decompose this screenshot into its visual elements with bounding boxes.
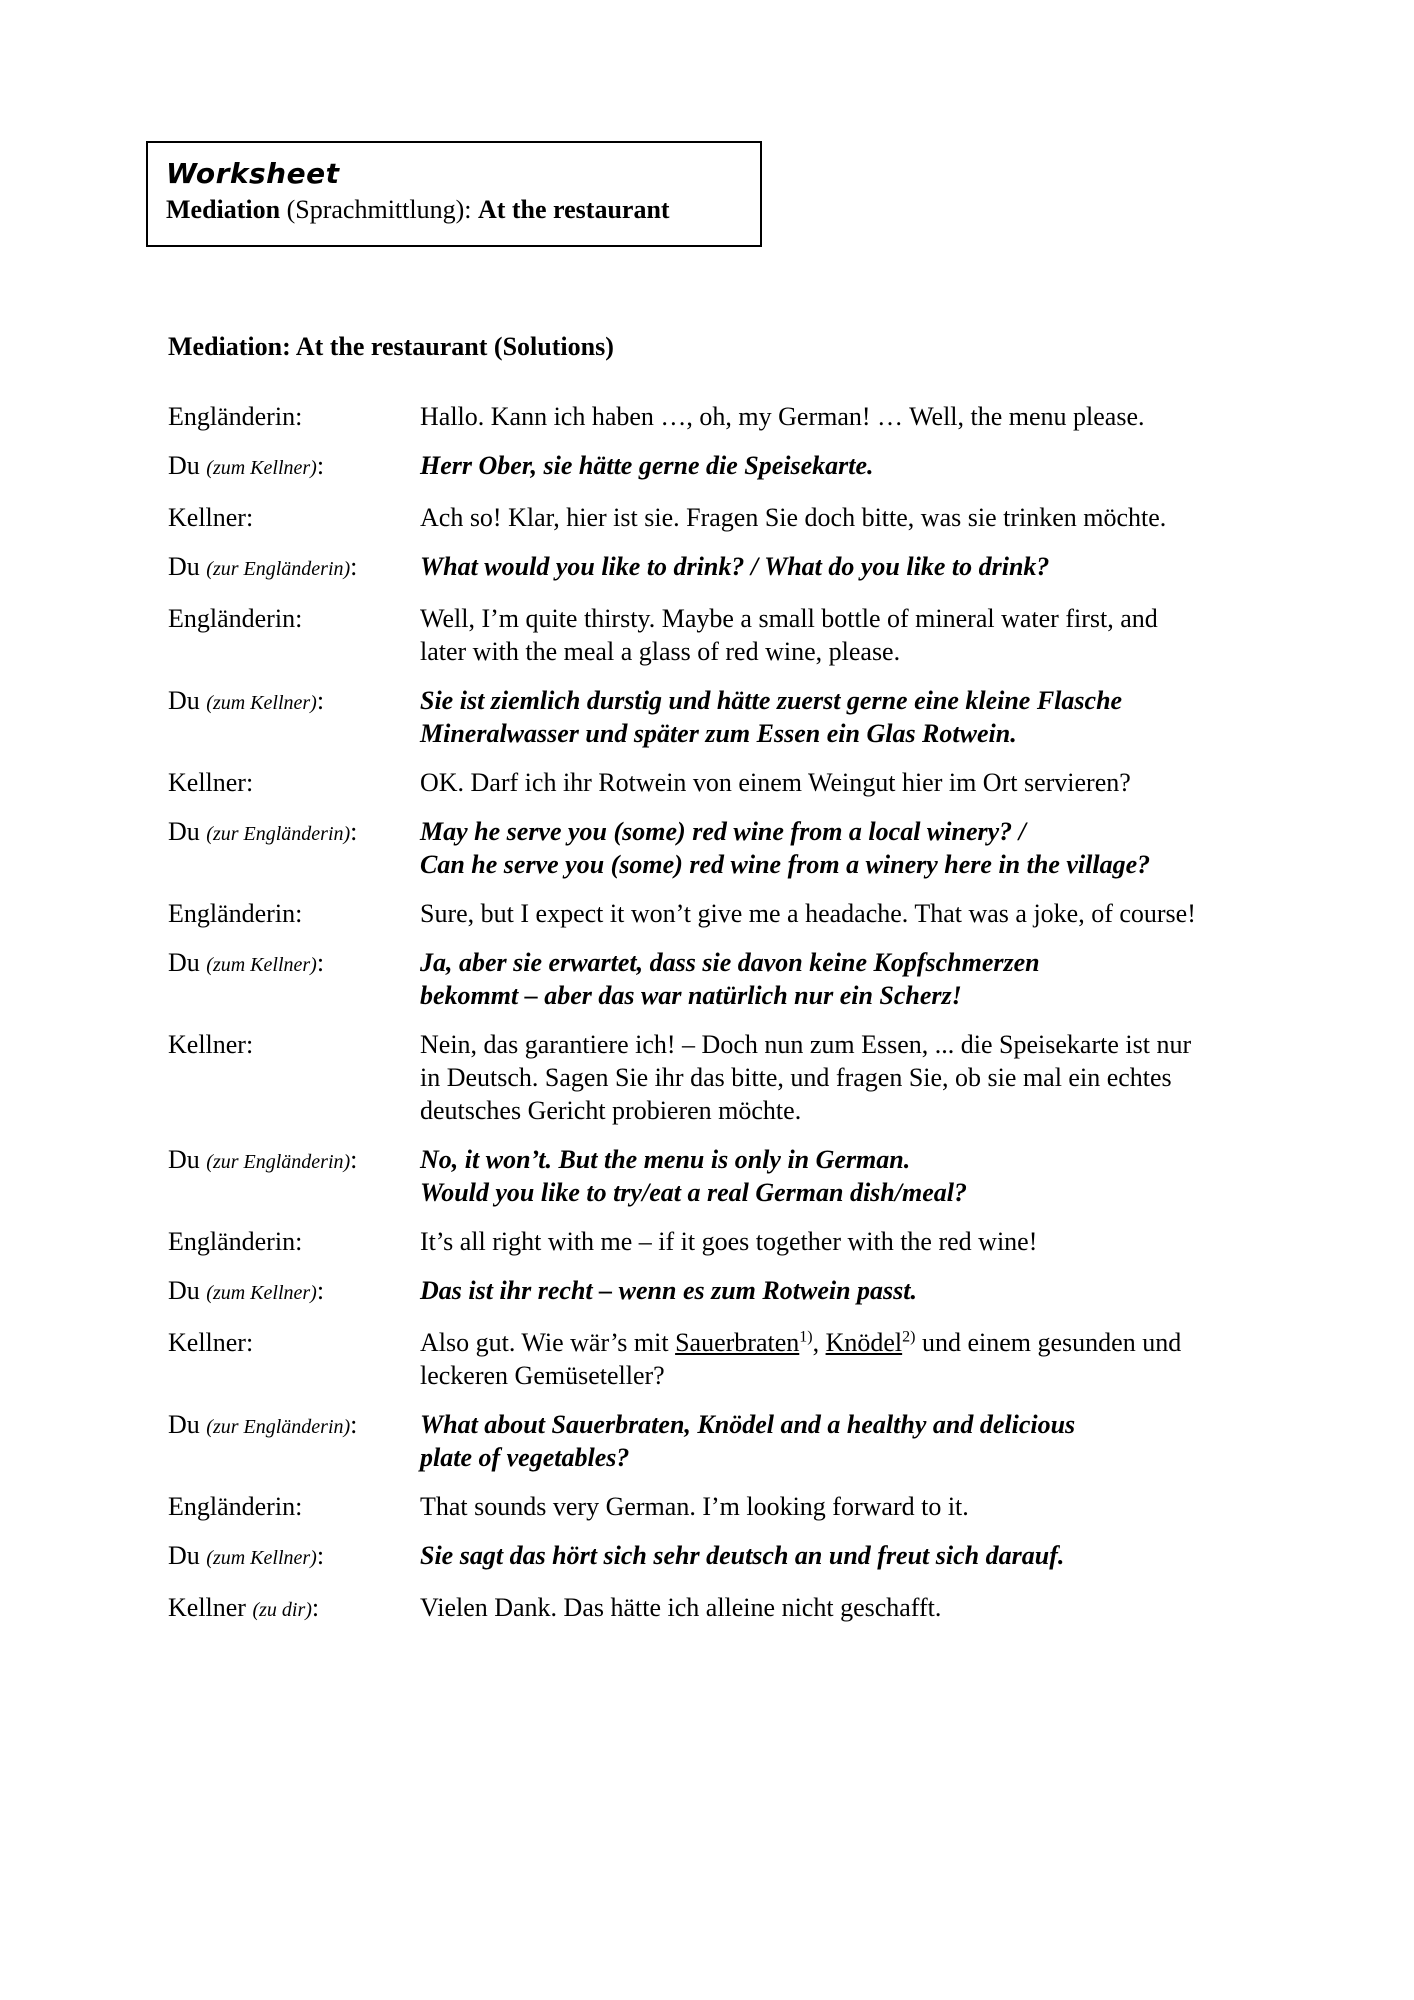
speaker-note: (zur Engländerin): [206, 1151, 351, 1173]
speaker-label: Kellner:: [168, 1328, 254, 1357]
dialogue-list: [168, 400, 1288, 1643]
dialogue-row: [168, 1143, 1288, 1209]
dialogue-solution: Sie ist ziemlich durstig und hätte zuerst gerne eine kleine Flasche Mineralwasser und später zum Essen ein Glas Rotwein.: [420, 686, 1123, 748]
dialogue-row: [168, 1274, 1288, 1310]
footnote-term-knoedel: Knödel: [825, 1328, 903, 1357]
dialogue-line: OK. Darf ich ihr Rotwein von einem Weingut hier im Ort servieren?: [420, 768, 1131, 797]
speaker-label: Du (zum Kellner):: [168, 948, 325, 977]
dialogue-solution: Das ist ihr recht – wenn es zum Rotwein passt.: [420, 1276, 917, 1305]
dialogue-row: [168, 815, 1288, 881]
speaker-note: (zum Kellner): [206, 954, 317, 976]
dialogue-line: Ach so! Klar, hier ist sie. Fragen Sie doch bitte, was sie trinken möchte.: [420, 503, 1167, 532]
speaker-note: (zur Engländerin): [206, 1416, 351, 1438]
subtitle-sprachmittlung: (Sprachmittlung):: [280, 195, 478, 224]
dialogue-row: [168, 766, 1288, 799]
speaker-note: (zur Engländerin): [206, 823, 351, 845]
dialogue-row: [168, 684, 1288, 750]
dialogue-row: [168, 897, 1288, 930]
speaker-label: Du (zum Kellner):: [168, 1276, 325, 1305]
speaker-note: (zum Kellner): [206, 1547, 317, 1569]
speaker-label: Engländerin:: [168, 899, 303, 928]
speaker-label: Kellner (zu dir):: [168, 1593, 320, 1622]
dialogue-row: [168, 1326, 1288, 1392]
dialogue-row: [168, 1490, 1288, 1523]
speaker-label: Engländerin:: [168, 1492, 303, 1521]
speaker-label: Engländerin:: [168, 1227, 303, 1256]
dialogue-row: [168, 602, 1288, 668]
footnote-marker: 2): [902, 1328, 916, 1346]
dialogue-row: [168, 501, 1288, 534]
speaker-note: (zum Kellner): [206, 457, 317, 479]
footnote-marker: 1): [799, 1328, 813, 1346]
speaker-label: Kellner:: [168, 503, 254, 532]
speaker-label: Du (zur Engländerin):: [168, 552, 358, 581]
speaker-label: Du (zur Engländerin):: [168, 817, 358, 846]
speaker-note: (zum Kellner): [206, 1282, 317, 1304]
worksheet-subtitle: [166, 193, 744, 227]
dialogue-solution: Herr Ober, sie hätte gerne die Speisekarte.: [420, 451, 874, 480]
dialogue-line: Hallo. Kann ich haben …, oh, my German! … Well, the menu please.: [420, 402, 1145, 431]
dialogue-row: [168, 1591, 1288, 1627]
worksheet-header-box: [146, 141, 762, 247]
speaker-label: Du (zum Kellner):: [168, 686, 325, 715]
dialogue-row: [168, 1225, 1288, 1258]
dialogue-solution: No, it won’t. But the menu is only in German. Would you like to try/eat a real German dish/meal?: [420, 1145, 967, 1207]
section-title: Mediation: At the restaurant (Solutions): [168, 332, 614, 361]
dialogue-solution: Sie sagt das hört sich sehr deutsch an und freut sich darauf.: [420, 1541, 1065, 1570]
speaker-note: (zur Engländerin): [206, 558, 351, 580]
dialogue-line: Well, I’m quite thirsty. Maybe a small bottle of mineral water first, and later with the meal a glass of red wine, please.: [420, 604, 1158, 666]
speaker-label: Engländerin:: [168, 604, 303, 633]
dialogue-solution: What about Sauerbraten, Knödel and a healthy and delicious plate of vegetables?: [420, 1410, 1076, 1472]
speaker-label: Kellner:: [168, 1030, 254, 1059]
subtitle-topic: At the restaurant: [477, 195, 670, 224]
dialogue-line: That sounds very German. I’m looking forward to it.: [420, 1492, 969, 1521]
dialogue-row: [168, 946, 1288, 1012]
speaker-label: Engländerin:: [168, 402, 303, 431]
speaker-label: Du (zur Engländerin):: [168, 1145, 358, 1174]
dialogue-row: [168, 400, 1288, 433]
dialogue-solution: What would you like to drink? / What do you like to drink?: [420, 552, 1050, 581]
dialogue-row: [168, 449, 1288, 485]
dialogue-line: Nein, das garantiere ich! – Doch nun zum Essen, ... die Speisekarte ist nur in Deutsch. Sagen Sie ihr das bitte, und fragen Sie, ob sie mal ein echtes deutsches Gericht probieren möchte.: [420, 1030, 1192, 1125]
subtitle-mediation: Mediation: [166, 195, 281, 224]
worksheet-title: Worksheet: [166, 157, 340, 190]
dialogue-line: It’s all right with me – if it goes together with the red wine!: [420, 1227, 1038, 1256]
speaker-label: Du (zur Engländerin):: [168, 1410, 358, 1439]
dialogue-solution: May he serve you (some) red wine from a local winery? / Can he serve you (some) red wine from a winery here in the village?: [420, 817, 1151, 879]
speaker-label: Du (zum Kellner):: [168, 451, 325, 480]
dialogue-row: [168, 1028, 1288, 1127]
dialogue-row: [168, 550, 1288, 586]
dialogue-line: Sure, but I expect it won’t give me a headache. That was a joke, of course!: [420, 899, 1196, 928]
speaker-note: (zu dir): [252, 1599, 312, 1621]
speaker-label: Du (zum Kellner):: [168, 1541, 325, 1570]
dialogue-solution: Ja, aber sie erwartet, dass sie davon keine Kopfschmerzen bekommt – aber das war natürlich nur ein Scherz!: [420, 948, 1040, 1010]
speaker-note: (zum Kellner): [206, 692, 317, 714]
dialogue-row: [168, 1539, 1288, 1575]
dialogue-line: Also gut. Wie wär’s mit Sauerbraten$^{1)}$, Knödel$^{2)}$ und einem gesunden und leckeren Gemüseteller?: [420, 1328, 1182, 1390]
dialogue-row: [168, 1408, 1288, 1474]
dialogue-line: Vielen Dank. Das hätte ich alleine nicht geschafft.: [420, 1593, 942, 1622]
footnote-term-sauerbraten: Sauerbraten: [675, 1328, 800, 1357]
speaker-label: Kellner:: [168, 768, 254, 797]
